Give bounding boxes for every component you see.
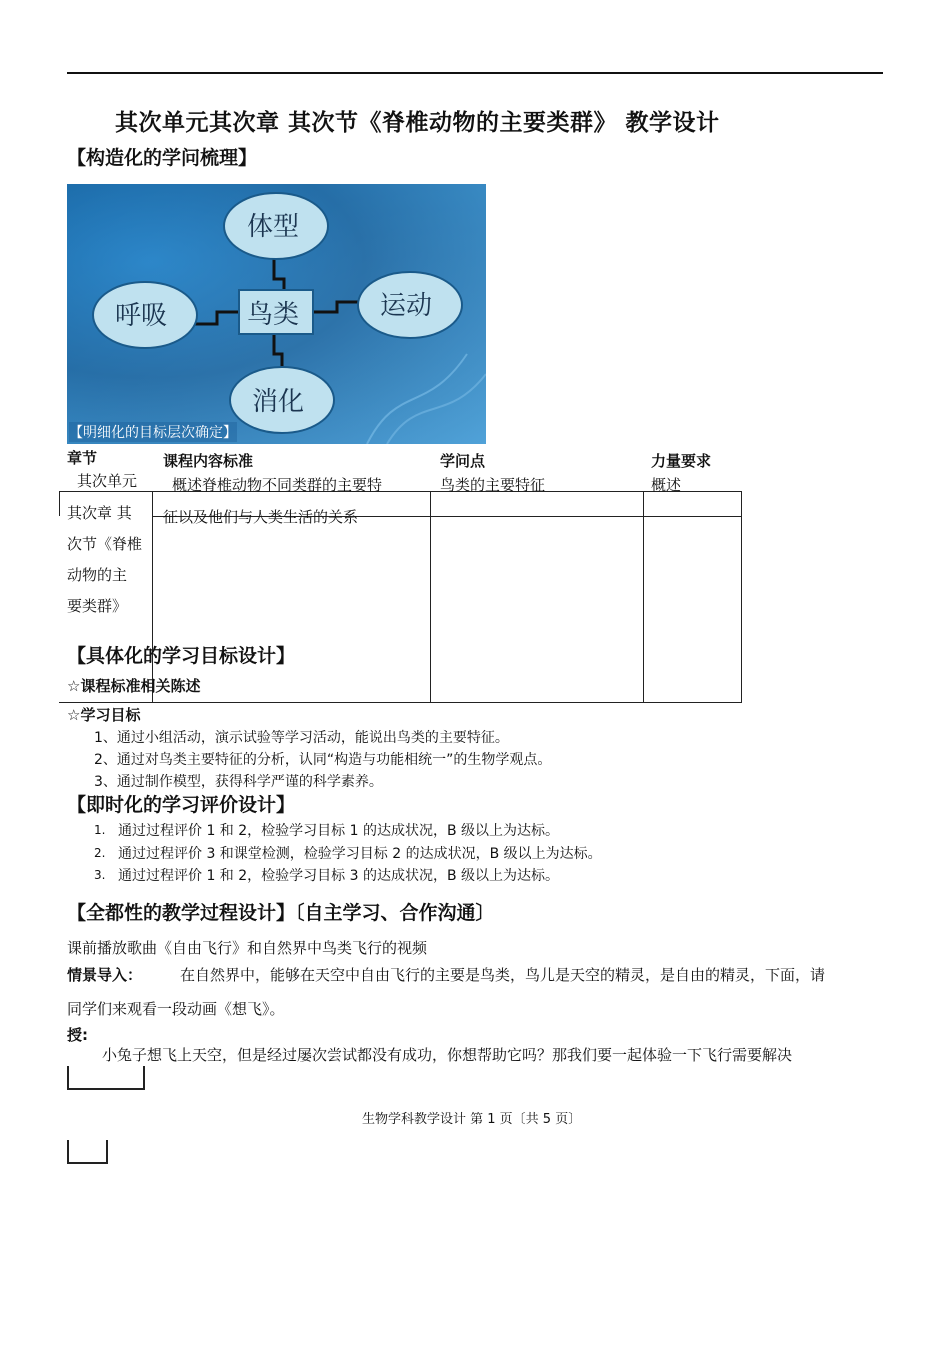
table-col-divider-2 — [430, 491, 431, 702]
eval-item-number: 2. — [94, 846, 106, 860]
page-footer: 生物学科教学设计 第 1 页〔共 5 页〕 — [362, 1112, 582, 1127]
top-rule — [67, 72, 883, 74]
bird-concept-diagram — [67, 184, 486, 444]
eval-item-text: 通过过程评价 1 和 2，检验学习目标 1 的达成状况，B 级以上为达标。 — [118, 823, 560, 839]
table-header-chapter: 章节 — [67, 449, 98, 467]
diagram-node-center: 鸟类 — [247, 300, 300, 330]
eval-item-number: 3. — [94, 868, 106, 882]
diagram-node-left: 呼吸 — [115, 301, 168, 331]
learning-goals-label: ☆学习目标 — [67, 706, 141, 724]
section-heading-process: 【全都性的教学过程设计】〔自主学习、合作沟通〕 — [67, 902, 495, 924]
learning-goal-item: 2、通过对鸟类主要特征的分析，认同“构造与功能相统一”的生物学观点。 — [94, 752, 552, 768]
teach-text: 小兔子想飞上天空，但是经过屡次尝试都没有成功，你想帮助它吗？那我们要一起体验一下飞行需要解决 — [102, 1046, 793, 1064]
table-border-bottom — [59, 702, 742, 703]
table-header-standard: 课程内容标准 — [163, 452, 254, 470]
learning-goal-item: 3、通过制作模型，获得科学严谨的科学素养。 — [94, 774, 383, 790]
table-chapter-line: 动物的主 — [67, 566, 128, 584]
blank-box — [67, 1066, 145, 1090]
intro-text: 在自然界中，能够在天空中自由飞行的主要是鸟类，鸟儿是天空的精灵，是自由的精灵，下面，请 — [180, 966, 826, 984]
eval-item-text: 通过过程评价 1 和 2，检验学习目标 3 的达成状况，B 级以上为达标。 — [118, 868, 560, 884]
intro-label: 情景导入： — [67, 966, 143, 984]
standard-statement-label: ☆课程标准相关陈述 — [67, 677, 201, 695]
diagram-caption: 【明细化的目标层次确定】 — [69, 422, 237, 442]
table-standard-line: 概述脊椎动物不同类群的主要特 — [172, 476, 383, 494]
pre-class-note: 课前播放歌曲《自由飞行》和自然界中鸟类飞行的视频 — [67, 939, 428, 957]
table-chapter-line: 其次章 其 — [67, 504, 132, 522]
table-header-knowledge: 学问点 — [440, 452, 486, 470]
diagram-node-right: 运动 — [380, 291, 433, 321]
table-standard-line: 征以及他们与人类生活的关系 — [163, 508, 359, 526]
diagram-node-top: 体型 — [247, 212, 300, 242]
diagram-node-bottom: 消化 — [252, 387, 305, 417]
eval-item-text: 通过过程评价 3 和课堂检测，检验学习目标 2 的达成状况，B 级以上为达标。 — [118, 846, 602, 862]
learning-goal-item: 1、通过小组活动，演示试验等学习活动，能说出鸟类的主要特征。 — [94, 730, 509, 746]
table-border-right — [741, 491, 742, 702]
document-title: 其次单元其次章 其次节《脊椎动物的主要类群》 教学设计 — [115, 110, 720, 136]
table-chapter-line: 其次单元 — [77, 472, 138, 490]
table-chapter-line: 次节《脊椎 — [67, 535, 143, 553]
table-border-left — [59, 491, 60, 516]
eval-item-number: 1. — [94, 823, 106, 837]
section-heading-structure: 【构造化的学问梳理】 — [67, 147, 258, 169]
table-header-ability: 力量要求 — [651, 452, 712, 470]
table-knowledge-cell: 鸟类的主要特征 — [440, 476, 546, 494]
section-heading-goals: 【具体化的学习目标设计】 — [67, 645, 296, 667]
table-col-divider-3 — [643, 491, 644, 702]
section-heading-evaluation: 【即时化的学习评价设计】 — [67, 794, 296, 816]
table-border-top — [59, 491, 742, 492]
teach-label: 授: — [67, 1026, 88, 1044]
table-col-divider-1 — [152, 491, 153, 702]
table-ability-cell: 概述 — [651, 476, 682, 494]
table-chapter-line: 要类群》 — [67, 597, 128, 615]
blank-box — [67, 1140, 108, 1164]
intro-text-continued: 同学们来观看一段动画《想飞》。 — [67, 1000, 285, 1018]
